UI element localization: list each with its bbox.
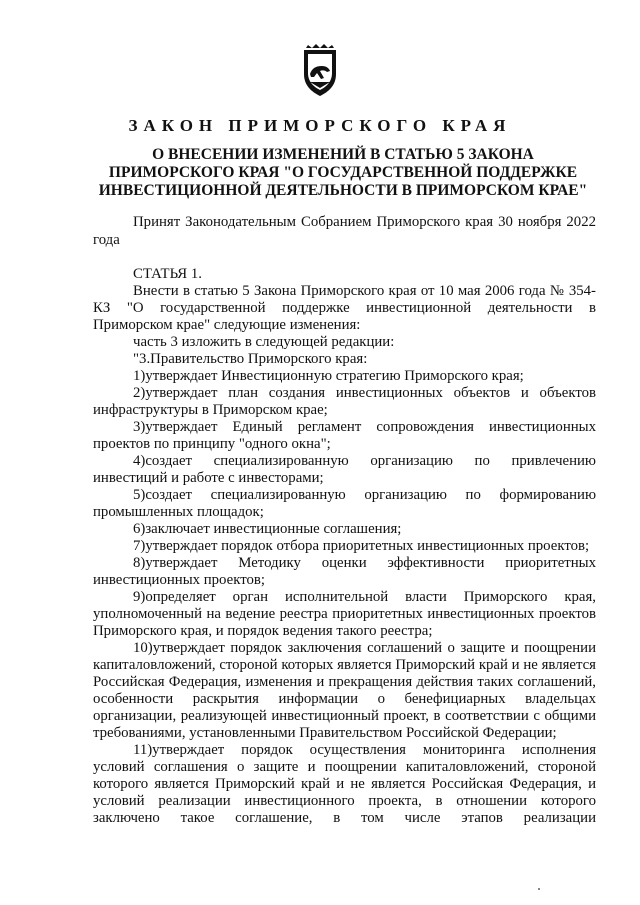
article-body: [93, 283, 596, 827]
list-item: 8)утверждает Методику оценки эффективности приоритетных инвестиционных проектов;: [93, 555, 596, 588]
list-item: 11)утверждает порядок осуществления мониторинга исполнения условий соглашения о защите и поощрении капиталовложений, стороной которого является Приморский край и не является Российская Федерация, и условий реализации инвестиционного проекта, в отношении которого заключено такое соглашение, в том числе этапов реализации: [93, 742, 596, 826]
law-title: ЗАКОН ПРИМОРСКОГО КРАЯ: [128, 116, 512, 135]
adoption-note: Принят Законодательным Собранием Приморского края 30 ноября 2022 года: [93, 214, 596, 248]
list-item: 10)утверждает порядок заключения соглашений о защите и поощрении капиталовложений, стороной которых является Приморский край и не является Российская Федерация, изменения и прекращения действия таких соглашений, особенности раскрытия информации о бенефициарных владельцах организации, реализующей инвестиционный проект, в соответствии с общими требованиями, установленными Правительством Российской Федерации;: [93, 640, 596, 741]
law-subtitle: О ВНЕСЕНИИ ИЗМЕНЕНИЙ В СТАТЬЮ 5 ЗАКОНА ПРИМОРСКОГО КРАЯ "О ГОСУДАРСТВЕННОЙ ПОДДЕРЖКЕ ИНВЕСТИЦИОННОЙ ДЕЯТЕЛЬНОСТИ В ПРИМОРСКОМ КРАЕ": [98, 146, 588, 199]
list-item: 2)утверждает план создания инвестиционных объектов и объектов инфраструктуры в Приморском крае;: [93, 385, 596, 418]
list-item: 5)создает специализированную организацию по формированию промышленных площадок;: [93, 487, 596, 520]
primorye-emblem-icon: [300, 44, 340, 98]
paragraph: Внести в статью 5 Закона Приморского края от 10 мая 2006 года № 354-КЗ "О государственной поддержке инвестиционной деятельности в Приморском крае" следующие изменения:: [93, 283, 596, 333]
article-heading: СТАТЬЯ 1.: [133, 266, 202, 282]
coat-of-arms-emblem: [300, 44, 340, 98]
list-item: 4)создает специализированную организацию по привлечению инвестиций и работе с инвесторами;: [93, 453, 596, 486]
list-item: 1)утверждает Инвестиционную стратегию Приморского края;: [133, 368, 524, 384]
list-item: 6)заключает инвестиционные соглашения;: [133, 521, 402, 537]
scan-speck: [538, 888, 540, 890]
list-item: 9)определяет орган исполнительной власти Приморского края, уполномоченный на ведение реестра приоритетных инвестиционных проектов Приморского края, и порядок ведения такого реестра;: [93, 589, 596, 639]
paragraph: часть 3 изложить в следующей редакции:: [133, 334, 395, 350]
paragraph: "3.Правительство Приморского края:: [133, 351, 368, 367]
list-item: 3)утверждает Единый регламент сопровождения инвестиционных проектов по принципу "одного окна";: [93, 419, 596, 452]
list-item: 7)утверждает порядок отбора приоритетных инвестиционных проектов;: [133, 538, 590, 554]
